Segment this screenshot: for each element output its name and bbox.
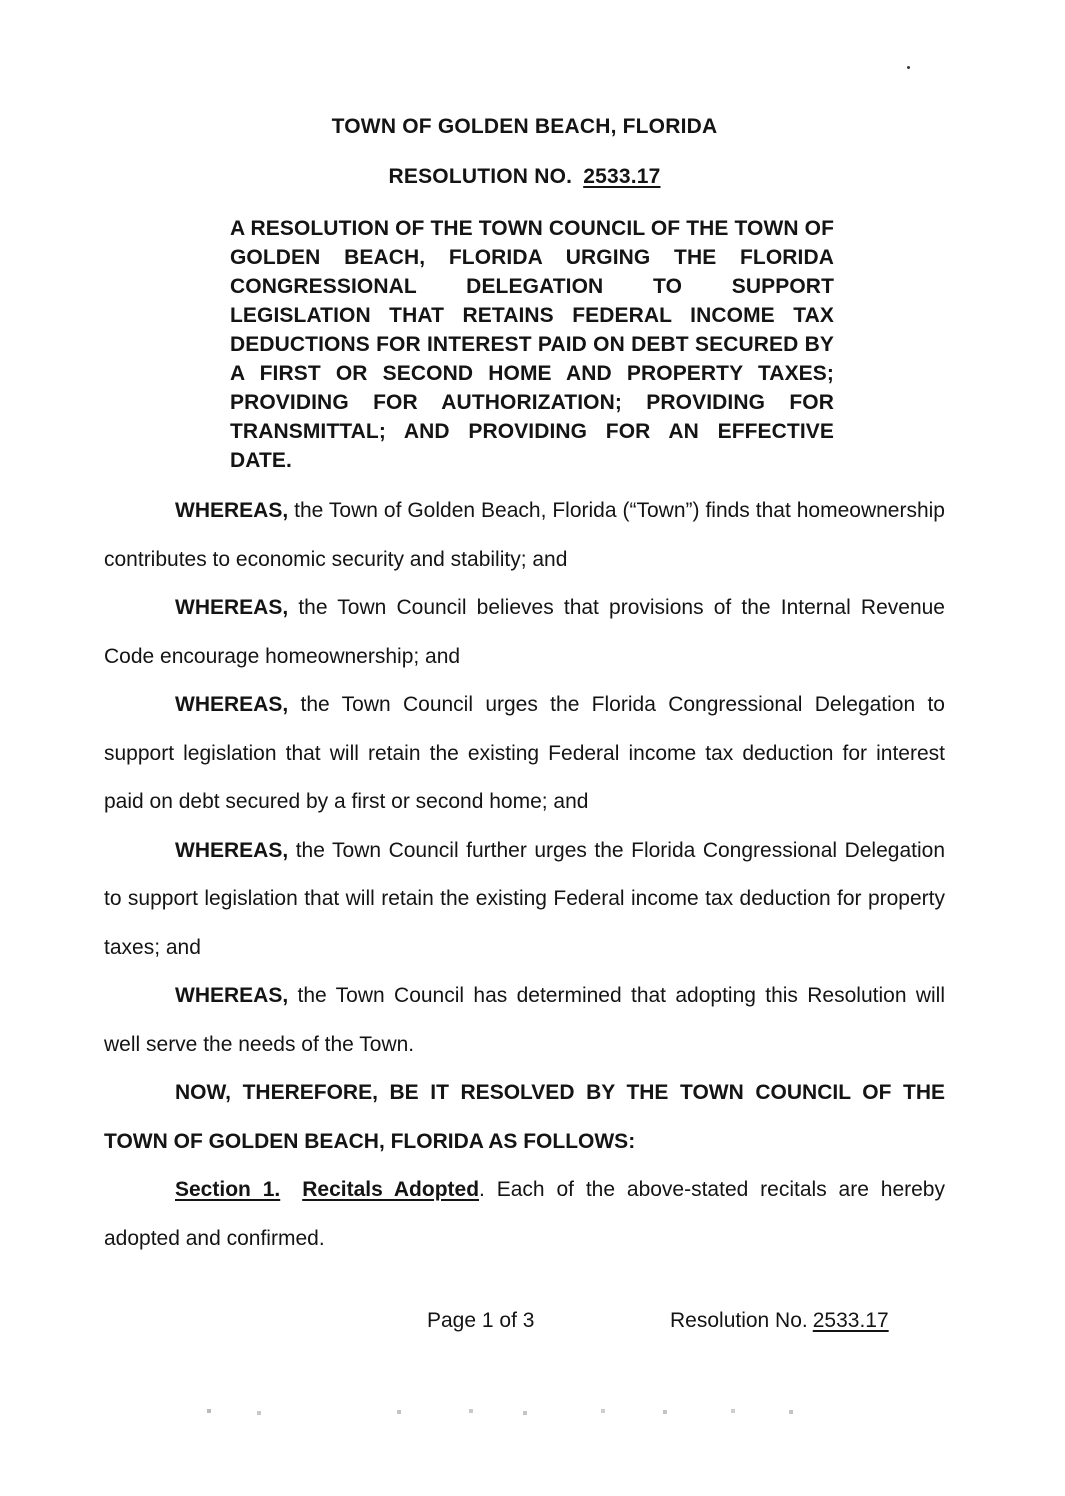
whereas-clause-2 — [104, 584, 945, 681]
resolution-heading — [104, 162, 945, 192]
whereas-lead: WHEREAS, — [175, 596, 289, 619]
whereas-text: the Town Council further urges the Florida Congressional Delegation to support legislation that will retain the existing Federal income tax deduction for property taxes; and — [104, 838, 945, 959]
footer-resolution — [670, 1308, 889, 1334]
footer-resolution-label: Resolution No. — [670, 1309, 808, 1332]
footer-resolution-number: 2533.17 — [812, 1309, 889, 1332]
resolution-number: 2533.17 — [583, 165, 661, 188]
section-1-paragraph — [104, 1166, 945, 1263]
scan-artifact-dots — [0, 1410, 2, 1412]
whereas-lead: WHEREAS, — [175, 984, 289, 1007]
whereas-lead: WHEREAS, — [175, 499, 289, 522]
section-1-text: . Each of the above-stated recitals are hereby adopted and confirmed. — [104, 1178, 945, 1250]
page-indicator: Page 1 of 3 — [427, 1309, 535, 1332]
whereas-lead: WHEREAS, — [175, 693, 289, 716]
whereas-clause-5 — [104, 972, 945, 1069]
whereas-text: the Town Council urges the Florida Congressional Delegation to support legislation that will retain the existing Federal income tax deduction for interest paid on debt secured by a first or second home; and — [104, 693, 945, 813]
section-1-heading: Recitals Adopted — [302, 1178, 480, 1201]
section-1-label: Section 1. — [175, 1178, 281, 1201]
whereas-clause-1 — [104, 487, 945, 584]
whereas-text: the Town Council believes that provisions of the Internal Revenue Code encourage homeownership; and — [104, 596, 945, 668]
whereas-text: the Town Council has determined that adopting this Resolution will well serve the needs of the Town. — [104, 984, 945, 1056]
page-footer — [104, 1308, 945, 1338]
whereas-clause-3 — [104, 681, 945, 827]
whereas-lead: WHEREAS, — [175, 838, 289, 862]
resolved-clause: NOW, THEREFORE, BE IT RESOLVED BY THE TOWN COUNCIL OF THE TOWN OF GOLDEN BEACH, FLORIDA AS FOLLOWS: — [104, 1081, 945, 1153]
document-title: TOWN OF GOLDEN BEACH, FLORIDA — [331, 115, 718, 138]
resolution-label: RESOLUTION NO. — [388, 165, 573, 188]
whereas-clause-4 — [104, 827, 945, 973]
whereas-text: the Town of Golden Beach, Florida (“Town”) finds that homeownership contributes to economic security and stability; and — [104, 499, 945, 571]
resolution-summary: A RESOLUTION OF THE TOWN COUNCIL OF THE TOWN OF GOLDEN BEACH, FLORIDA URGING THE FLORIDA CONGRESSIONAL DELEGATION TO SUPPORT LEGISLATION THAT RETAINS FEDERAL INCOME TAX DEDUCTIONS FOR INTEREST PAID ON DEBT SECURED BY A FIRST OR SECOND HOME AND PROPERTY TAXES; PROVIDING FOR AUTHORIZATION; PROVIDING FOR TRANSMITTAL; AND PROVIDING FOR AN EFFECTIVE DATE. — [230, 217, 834, 472]
